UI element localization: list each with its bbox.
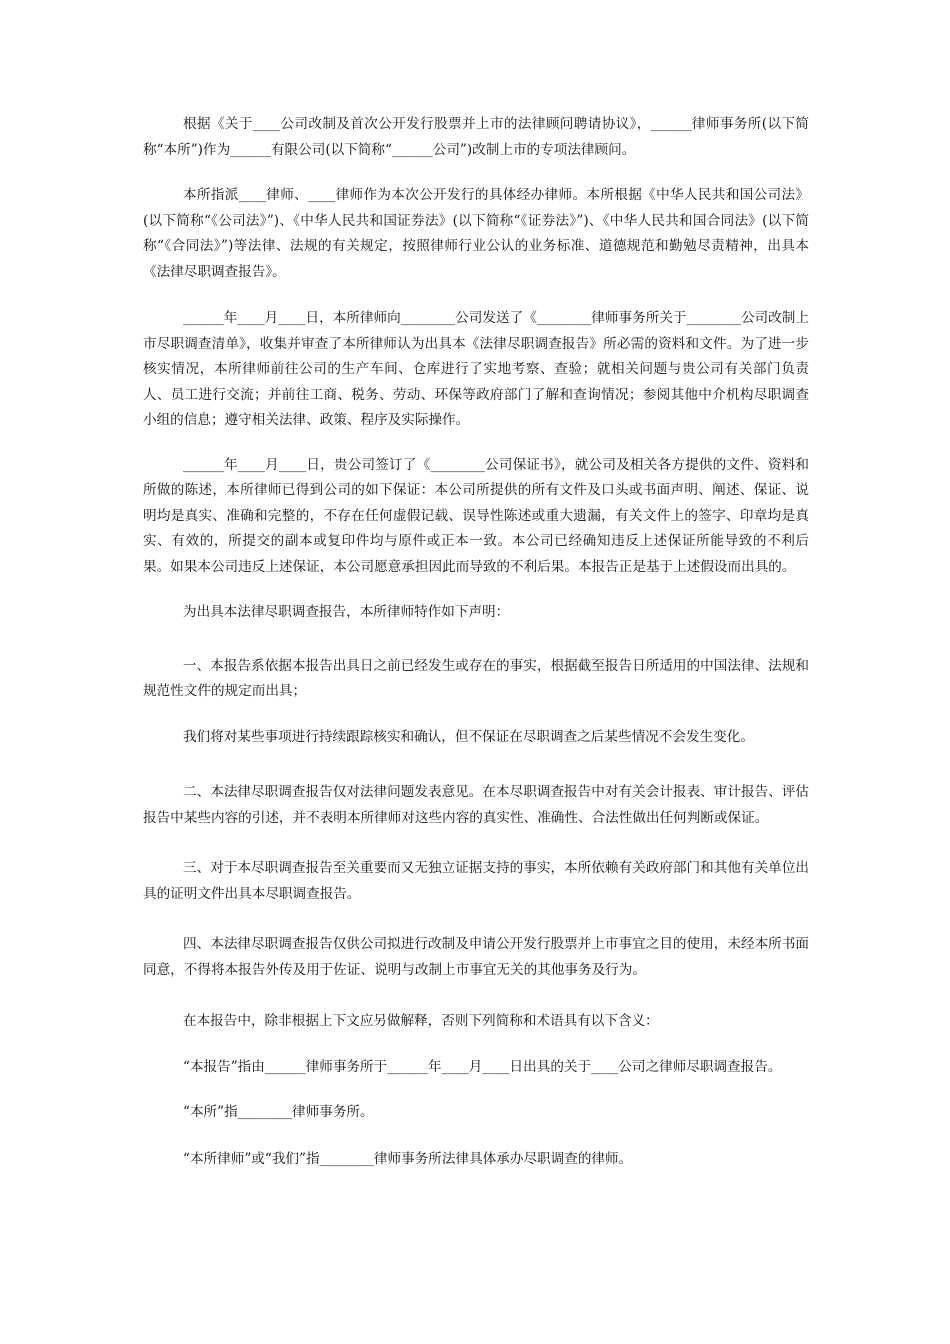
paragraph-assigned-lawyers: 本所指派____律师、____律师作为本次公开发行的具体经办律师。本所根据《中华人民共和国公司法》(以下简称“《公司法》”)、《中华人民共和国证券法》(以下简称“《证券法》”)、《中华人民共和国合同法》(以下简称“《合同法》”)等法律、法规的有关规定，按照律师行业公认的业务标准、道德规范和勤勉尽责精神，出具本《法律尽职调查报告》。 (143, 187, 809, 280)
paragraph-engagement: 根据《关于____公司改制及首次公开发行股票并上市的法律顾问聘请协议》，______律师事务所(以下简称“本所”)作为______有限公司(以下简称“______公司”)改制上市的专项法律顾问。 (143, 116, 809, 158)
document-page (143, 112, 809, 1193)
paragraph-declaration-3: 三、对于本尽职调查报告至关重要而又无独立证据支持的事实，本所依赖有关政府部门和其他有关单位出具的证明文件出具本尽职调查报告。 (143, 860, 809, 902)
paragraph-company-guarantee: ______年____月____日，贵公司签订了《________公司保证书》，就公司及相关各方提供的文件、资料和所做的陈述，本所律师已得到公司的如下保证：本公司所提供的所有文件及口头或书面声明、阐述、保证、说明均是真实、准确和完整的，不存在任何虚假记载、误导性陈述或重大遗漏，有关文件上的签字、印章均是真实、有效的，所提交的副本或复印件均与原件或正本一致。本公司已经确知违反上述保证所能导致的不利后果。如果本公司违反上述保证，本公司愿意承担因此而导致的不利后果。本报告正是基于上述假设而出具的。 (143, 456, 809, 575)
paragraph-declaration-1: 一、本报告系依据本报告出具日之前已经发生或存在的事实，根据截至报告日所适用的中国法律、法规和规范性文件的规定而出具； (143, 657, 809, 699)
paragraph-definition-report: “本报告”指由______律师事务所于______年____月____日出具的关于____公司之律师尽职调查报告。 (183, 1058, 782, 1075)
paragraph-declaration-intro: 为出具本法律尽职调查报告，本所律师特作如下声明： (183, 604, 510, 620)
paragraph-definition-lawyers: “本所律师”或“我们”指________律师事务所法律具体承办尽职调查的律师。 (183, 1150, 633, 1167)
paragraph-ongoing-verification: 我们将对某些事项进行持续跟踪核实和确认，但不保证在尽职调查之后某些情况不会发生变化。 (183, 728, 754, 745)
paragraph-definitions-intro: 在本报告中，除非根据上下文应另做解释，否则下列简称和术语具有以下含义： (183, 1013, 659, 1029)
paragraph-declaration-4: 四、本法律尽职调查报告仅供公司拟进行改制及申请公开发行股票并上市事宜之目的使用，未经本所书面同意，不得将本报告外传及用于佐证、说明与改制上市事宜无关的其他事务及行为。 (143, 936, 809, 978)
paragraph-definition-firm: “本所”指________律师事务所。 (183, 1104, 374, 1120)
paragraph-investigation-process: ______年____月____日，本所律师向________公司发送了《________律师事务所关于________公司改制上市尽职调查清单》，收集并审查了本所律师认为出具本《法律尽职调查报告》所必需的资料和文件。为了进一步核实情况，本所律师前往公司的生产车间、仓库进行了实地考察、查验；就相关问题与贵公司有关部门负责人、员工进行交流；并前往工商、税务、劳动、环保等政府部门了解和查询情况；参阅其他中介机构尽职调查小组的信息；遵守相关法律、政策、程序及实际操作。 (143, 310, 809, 428)
paragraph-declaration-2: 二、本法律尽职调查报告仅对法律问题发表意见。在本尽职调查报告中对有关会计报表、审计报告、评估报告中某些内容的引述，并不表明本所律师对这些内容的真实性、准确性、合法性做出任何判断或保证。 (143, 784, 809, 826)
